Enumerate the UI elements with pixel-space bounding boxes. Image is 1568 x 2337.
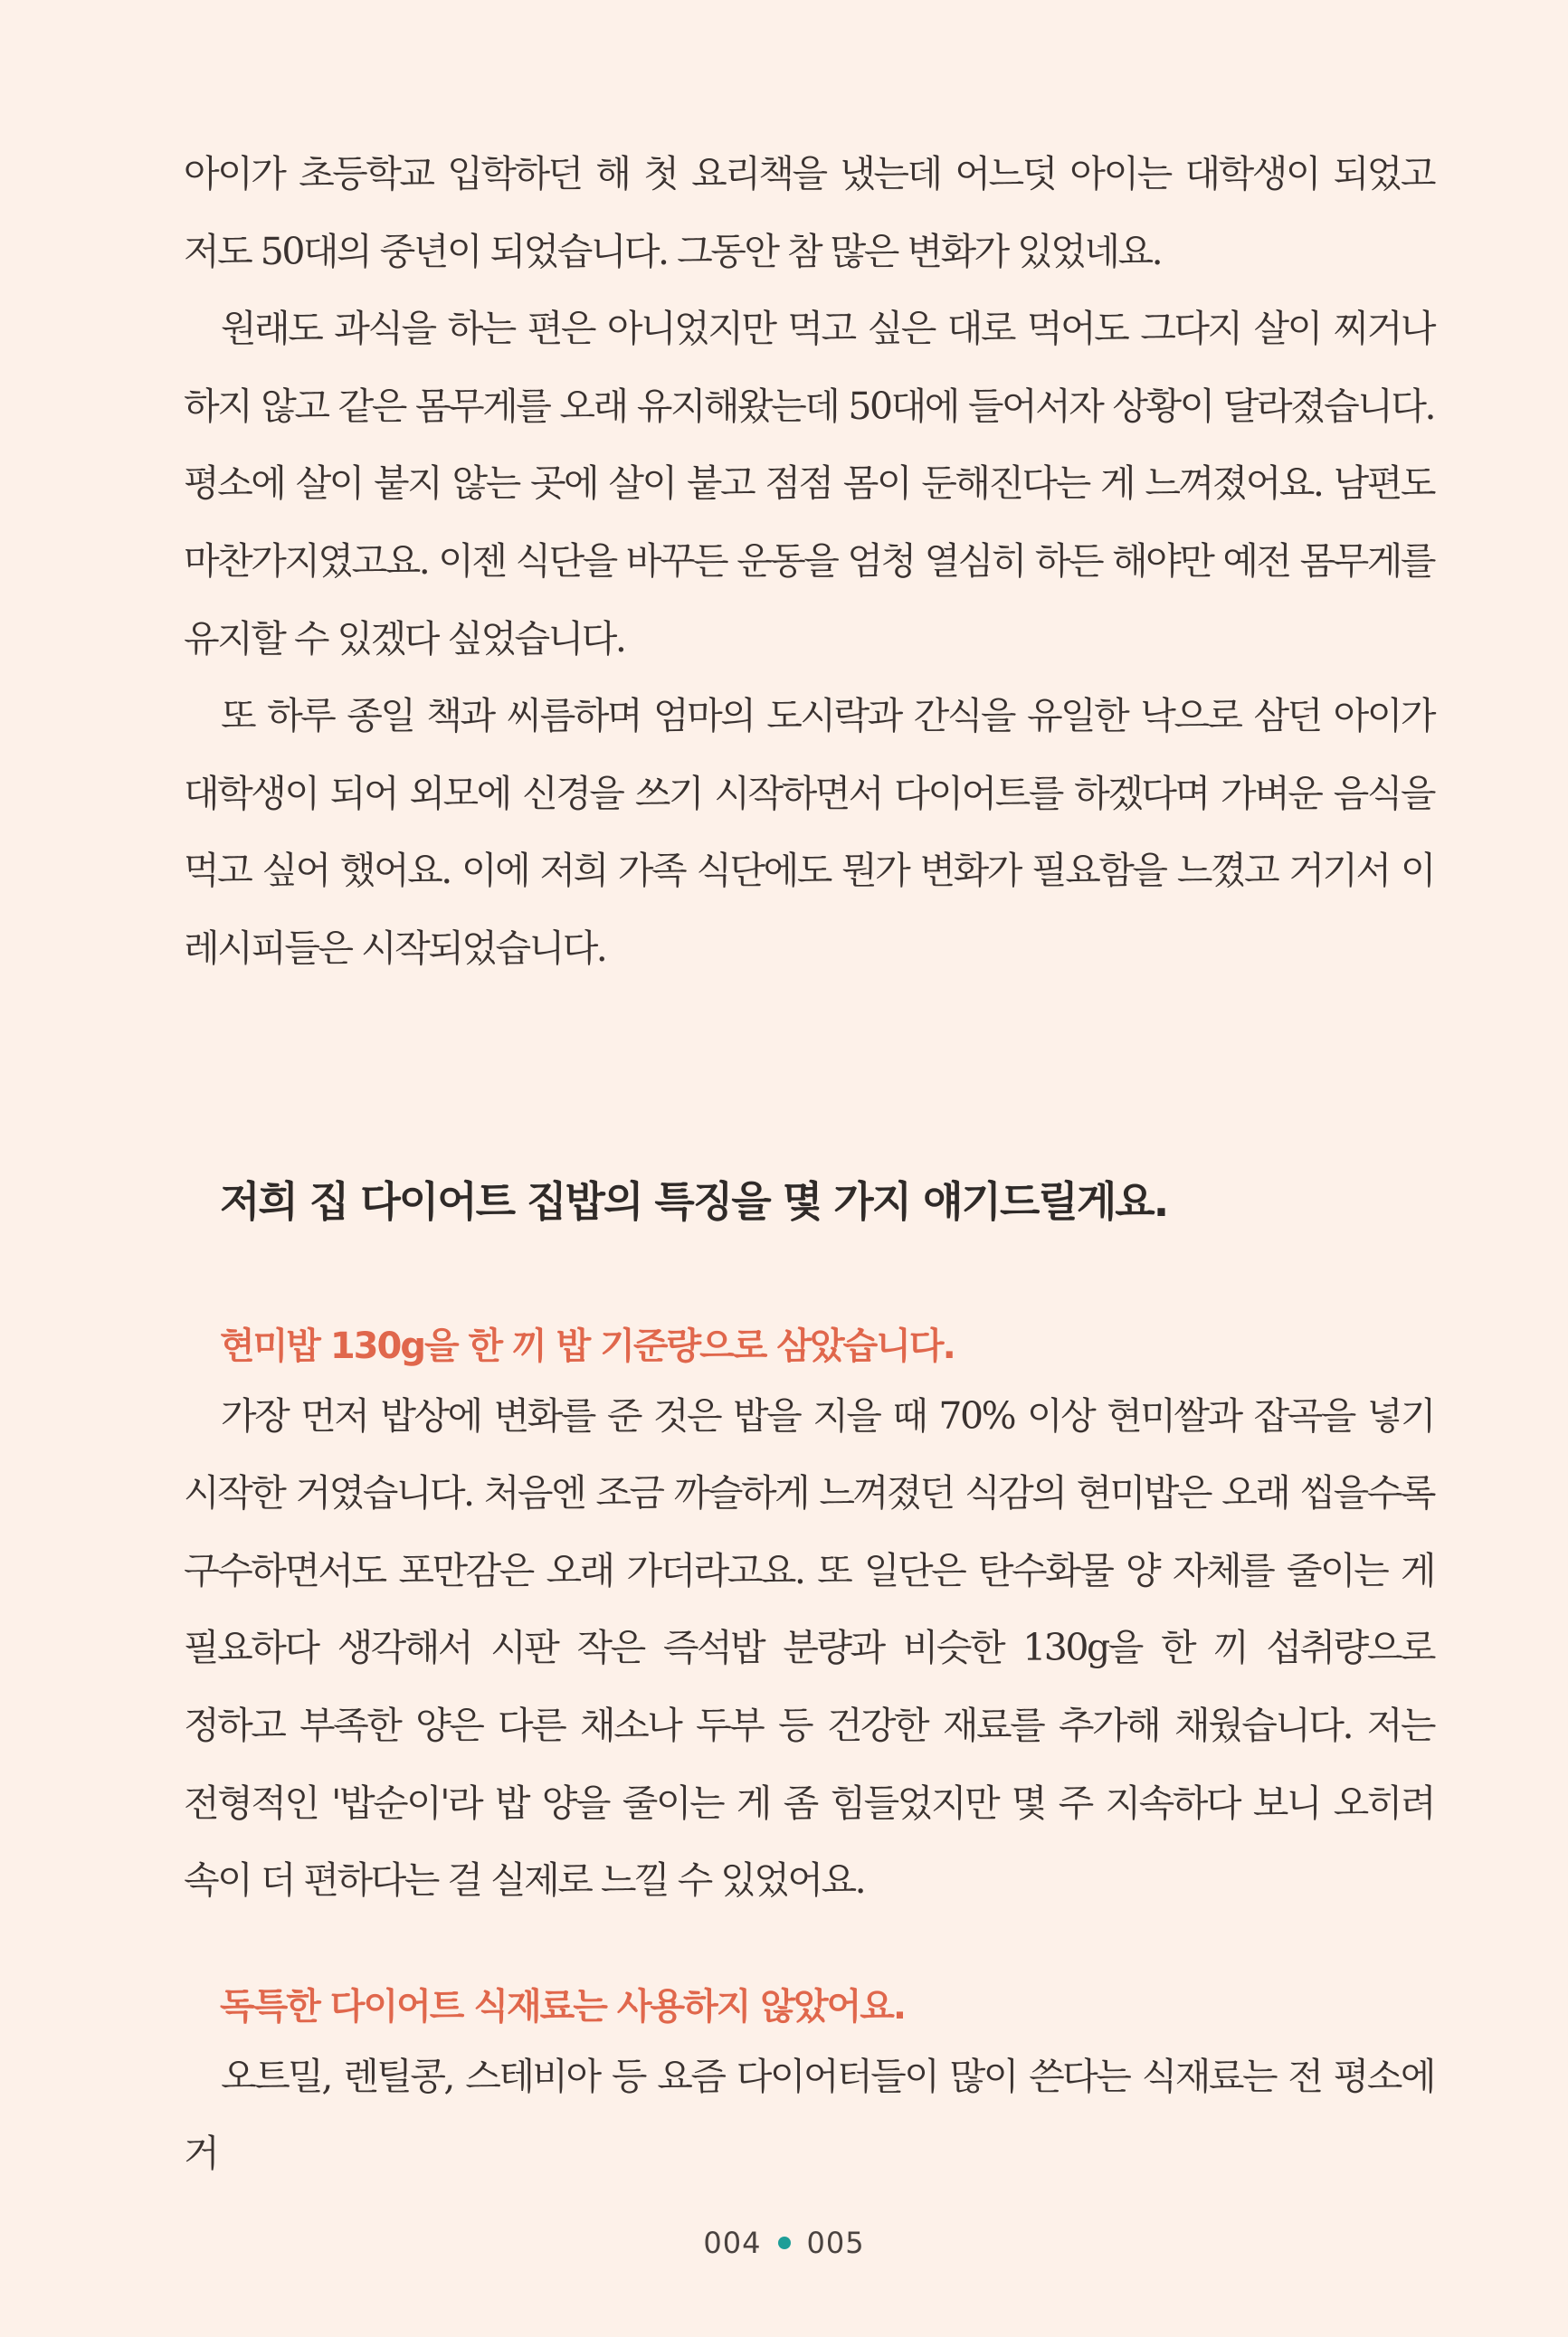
page-content [184, 136, 1434, 2193]
page-footer [0, 2226, 1568, 2260]
page-number-right: 005 [806, 2226, 865, 2260]
feature-2-body: 오트밀, 렌틸콩, 스테비아 등 요즘 다이어터들이 많이 쓴다는 식재료는 전 평소에 거 [184, 2054, 1434, 2176]
feature-2-title: 독특한 다이어트 식재료는 사용하지 않았어요. [220, 1985, 906, 2028]
page-number-left: 004 [703, 2226, 762, 2260]
feature-1-title: 현미밥 130g을 한 끼 밥 기준량으로 삼았습니다. [220, 1325, 955, 1367]
intro-paragraph-3: 또 하루 종일 책과 씨름하며 엄마의 도시락과 간식을 유일한 낙으로 삼던 아이가 대학생이 되어 외모에 신경을 쓰기 시작하면서 다이어트를 하겠다며 가벼운 음식을 먹고 싶어 했어요. 이에 저희 가족 식단에도 뭔가 변화가 필요함을 느꼈고 거기서 이 레시피들은 시작되었습니다. [184, 694, 1434, 970]
page-separator-dot [778, 2237, 791, 2249]
intro-paragraph-2: 원래도 과식을 하는 편은 아니었지만 먹고 싶은 대로 먹어도 그다지 살이 찌거나 하지 않고 같은 몸무게를 오래 유지해왔는데 50대에 들어서자 상황이 달라졌습니다. 평소에 살이 붙지 않는 곳에 살이 붙고 점점 몸이 둔해진다는 게 느껴졌어요. 남편도 마찬가지였고요. 이젠 식단을 바꾸든 운동을 엄청 열심히 하든 해야만 예전 몸무게를 유지할 수 있겠다 싶었습니다. [184, 307, 1434, 660]
section-heading: 저희 집 다이어트 집밥의 특징을 몇 가지 얘기드릴게요. [220, 1176, 1168, 1226]
intro-paragraph-1: 아이가 초등학교 입학하던 해 첫 요리책을 냈는데 어느덧 아이는 대학생이 되었고 저도 50대의 중년이 되었습니다. 그동안 참 많은 변화가 있었네요. [184, 152, 1434, 273]
feature-1-body: 가장 먼저 밥상에 변화를 준 것은 밥을 지을 때 70% 이상 현미쌀과 잡곡을 넣기 시작한 거였습니다. 처음엔 조금 까슬하게 느껴졌던 식감의 현미밥은 오래 씹을수록 구수하면서도 포만감은 오래 가더라고요. 또 일단은 탄수화물 양 자체를 줄이는 게 필요하다 생각해서 시판 작은 즉석밥 분량과 비슷한 130g을 한 끼 섭취량으로 정하고 부족한 양은 다른 채소나 두부 등 건강한 재료를 추가해 채웠습니다. 저는 전형적인 '밥순이'라 밥 양을 줄이는 게 좀 힘들었지만 몇 주 지속하다 보니 오히려 속이 더 편하다는 걸 실제로 느낄 수 있었어요. [184, 1393, 1434, 1903]
